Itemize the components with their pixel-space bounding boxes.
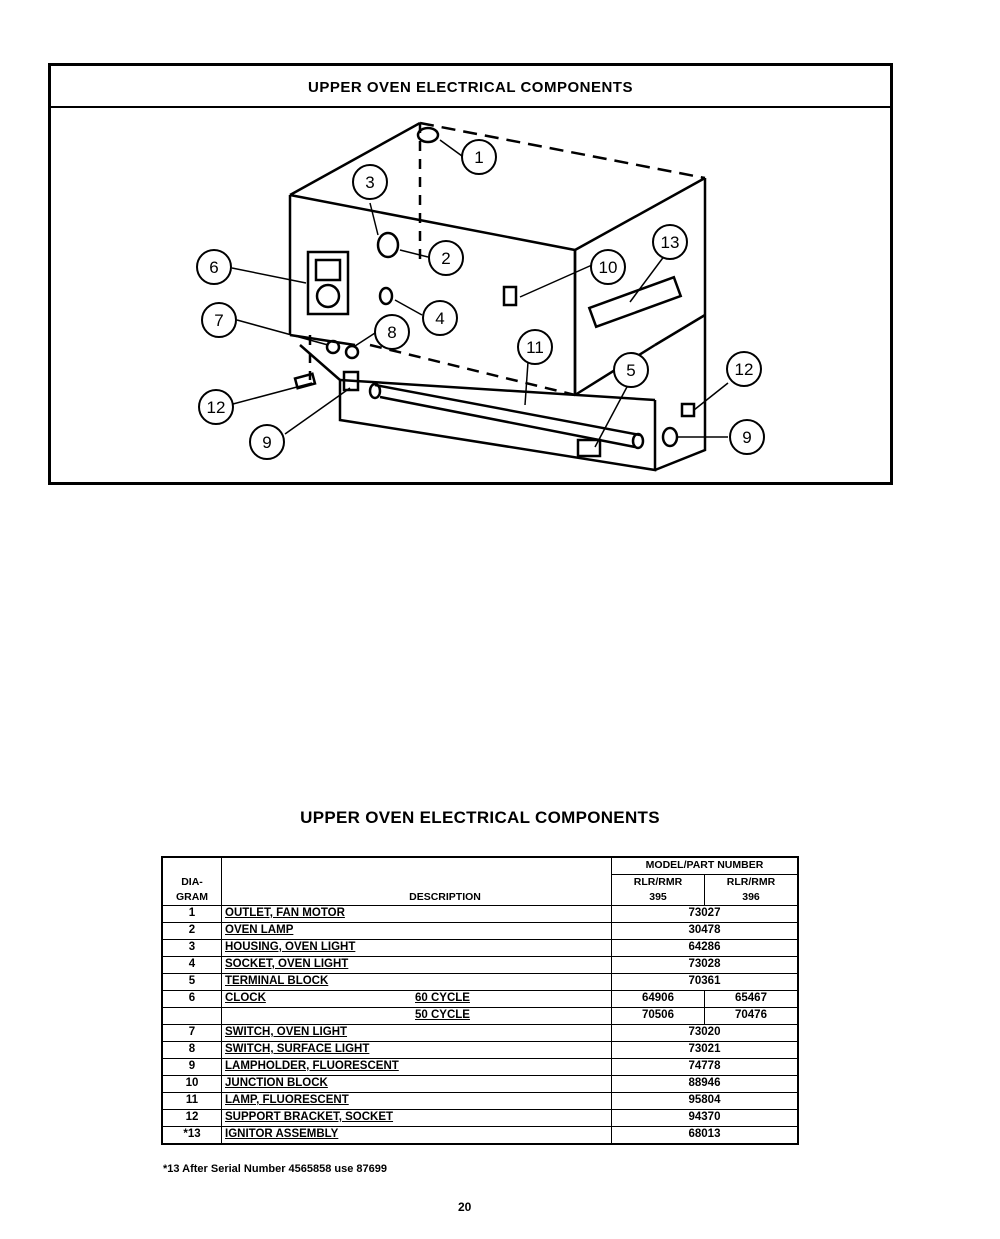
table-row	[162, 940, 798, 957]
row-part-395: 70506	[612, 1008, 705, 1025]
header-model-395: RLR/RMR 395	[612, 875, 705, 906]
row-description-cell	[222, 1093, 612, 1110]
row-part-number: 70361	[612, 974, 799, 991]
table-row	[162, 1127, 798, 1145]
row-diagram-number: 6	[162, 991, 222, 1008]
row-description: SOCKET, OVEN LIGHT	[225, 958, 349, 970]
page-number: 20	[458, 1200, 472, 1214]
table-row	[162, 1076, 798, 1093]
header-description: DESCRIPTION	[222, 857, 612, 906]
row-part-396: 70476	[705, 1008, 799, 1025]
table-row	[162, 1008, 798, 1025]
row-description-cell	[222, 940, 612, 957]
row-part-number: 68013	[612, 1127, 799, 1145]
row-description-cell	[222, 1025, 612, 1042]
row-diagram-number: 5	[162, 974, 222, 991]
row-description: SWITCH, OVEN LIGHT	[225, 1026, 348, 1038]
row-description: SWITCH, SURFACE LIGHT	[225, 1043, 370, 1055]
header-model-396: RLR/RMR 396	[705, 875, 799, 906]
row-diagram-number: 11	[162, 1093, 222, 1110]
callout-text: 7	[214, 311, 224, 330]
row-description-cell	[222, 923, 612, 940]
row-description: OVEN LAMP	[225, 924, 294, 936]
parts-table-title: UPPER OVEN ELECTRICAL COMPONENTS	[300, 808, 660, 827]
table-row	[162, 906, 798, 923]
callout-text: 8	[387, 323, 397, 342]
row-diagram-number: 1	[162, 906, 222, 923]
row-diagram-number: 2	[162, 923, 222, 940]
table-row	[162, 1110, 798, 1127]
table-row	[162, 1059, 798, 1076]
row-description: IGNITOR ASSEMBLY	[225, 1128, 339, 1140]
parts-table	[161, 856, 799, 1145]
row-diagram-number: 8	[162, 1042, 222, 1059]
header-model-part: MODEL/PART NUMBER	[612, 857, 799, 875]
callout-text: 1	[474, 148, 484, 167]
row-description-cell	[222, 1076, 612, 1093]
row-description-cell	[222, 991, 612, 1008]
row-part-number: 73028	[612, 957, 799, 974]
callout-text: 3	[365, 173, 375, 192]
row-part-number: 94370	[612, 1110, 799, 1127]
row-description: HOUSING, OVEN LIGHT	[225, 941, 356, 953]
row-description: OUTLET, FAN MOTOR	[225, 907, 345, 919]
row-diagram-number: 4	[162, 957, 222, 974]
row-diagram-number: 7	[162, 1025, 222, 1042]
row-part-number: 64286	[612, 940, 799, 957]
row-description-cell	[222, 957, 612, 974]
row-part-number: 30478	[612, 923, 799, 940]
callout-text: 10	[598, 258, 618, 277]
row-description	[225, 1008, 415, 1023]
footnote: *13 After Serial Number 4565858 use 87699	[163, 1163, 388, 1175]
row-description: LAMP, FLUORESCENT	[225, 1094, 349, 1106]
table-row	[162, 957, 798, 974]
callout-text: 5	[626, 361, 636, 380]
row-part-number: 73027	[612, 906, 799, 923]
row-description: SUPPORT BRACKET, SOCKET	[225, 1111, 394, 1123]
header-diagram: DIA- GRAM	[162, 857, 222, 906]
table-row	[162, 1025, 798, 1042]
row-diagram-number: 9	[162, 1059, 222, 1076]
row-description-cell	[222, 974, 612, 991]
row-description-cell	[222, 1127, 612, 1145]
callout-text: 2	[441, 249, 451, 268]
row-diagram-number	[162, 1008, 222, 1025]
row-description: LAMPHOLDER, FLUORESCENT	[225, 1060, 399, 1072]
row-description-cell	[222, 1042, 612, 1059]
row-part-number: 73021	[612, 1042, 799, 1059]
row-description: JUNCTION BLOCK	[225, 1077, 328, 1089]
callout-text: 9	[262, 433, 272, 452]
callout-text: 12	[206, 398, 226, 417]
callout-text: 12	[734, 360, 754, 379]
row-diagram-number: 3	[162, 940, 222, 957]
row-description-cell	[222, 906, 612, 923]
row-part-number: 95804	[612, 1093, 799, 1110]
table-row	[162, 1042, 798, 1059]
table-row	[162, 974, 798, 991]
table-row	[162, 1093, 798, 1110]
callout-text: 4	[435, 309, 445, 328]
row-description-cell	[222, 1110, 612, 1127]
row-diagram-number: *13	[162, 1127, 222, 1145]
row-description-cell	[222, 1008, 612, 1025]
row-description: TERMINAL BLOCK	[225, 975, 329, 987]
row-part-395: 64906	[612, 991, 705, 1008]
row-part-number: 74778	[612, 1059, 799, 1076]
callout-text: 11	[526, 338, 544, 357]
diagram-title: UPPER OVEN ELECTRICAL COMPONENTS	[51, 66, 890, 108]
row-diagram-number: 10	[162, 1076, 222, 1093]
row-part-396: 65467	[705, 991, 799, 1008]
row-description-cell	[222, 1059, 612, 1076]
parts-table-body	[162, 906, 798, 1145]
row-diagram-number: 12	[162, 1110, 222, 1127]
oven-diagram	[0, 0, 1000, 500]
row-sub-description: 50 CYCLE	[415, 1009, 470, 1021]
row-part-number: 73020	[612, 1025, 799, 1042]
row-sub-description: 60 CYCLE	[415, 992, 470, 1004]
row-part-number: 88946	[612, 1076, 799, 1093]
table-row	[162, 923, 798, 940]
callout-text: 9	[742, 428, 752, 447]
table-row	[162, 991, 798, 1008]
callout-text: 6	[209, 258, 219, 277]
row-description: CLOCK	[225, 992, 266, 1004]
callout-text: 13	[660, 233, 680, 252]
